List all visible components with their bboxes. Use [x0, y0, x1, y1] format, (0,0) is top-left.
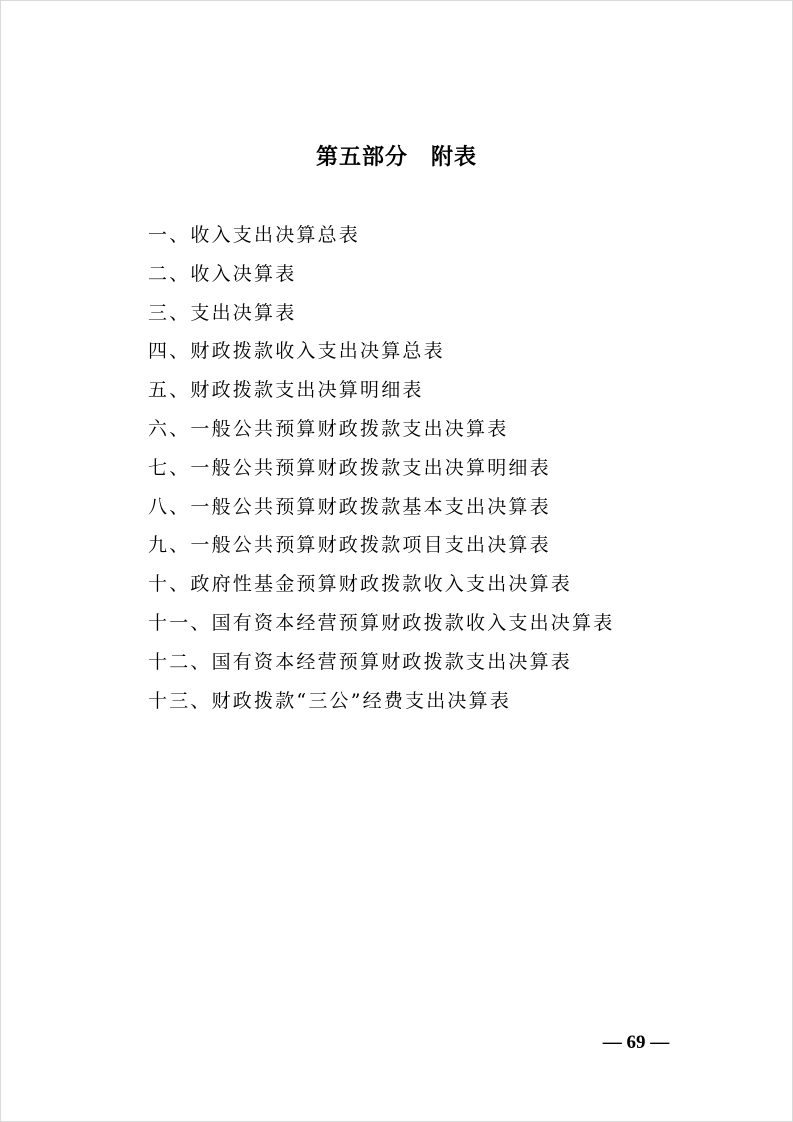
list-item-5: 五、财政拨款支出决算明细表 — [148, 379, 424, 402]
list-item-7: 七、一般公共预算财政拨款支出决算明细表 — [148, 456, 551, 479]
page-number: — 69 — — [602, 1032, 670, 1053]
list-item-12: 十二、国有资本经营预算财政拨款支出决算表 — [148, 650, 573, 673]
list-item-4: 四、财政拨款收入支出决算总表 — [148, 340, 445, 363]
list-item-6: 六、一般公共预算财政拨款支出决算表 — [148, 417, 509, 440]
list-item-10: 十、政府性基金预算财政拨款收入支出决算表 — [148, 573, 573, 596]
list-item-8: 八、一般公共预算财政拨款基本支出决算表 — [148, 495, 551, 518]
list-item-13: 十三、财政拨款“三公”经费支出决算表 — [148, 689, 512, 712]
list-item-3: 三、支出决算表 — [148, 301, 297, 324]
list-item-9: 九、一般公共预算财政拨款项目支出决算表 — [148, 534, 551, 557]
appendix-table-list — [148, 216, 614, 720]
page-title: 第五部分 附表 — [315, 145, 477, 170]
list-item-11: 十一、国有资本经营预算财政拨款收入支出决算表 — [148, 611, 615, 634]
list-item-1: 一、收入支出决算总表 — [148, 224, 361, 246]
list-item-2: 二、收入决算表 — [148, 262, 297, 285]
